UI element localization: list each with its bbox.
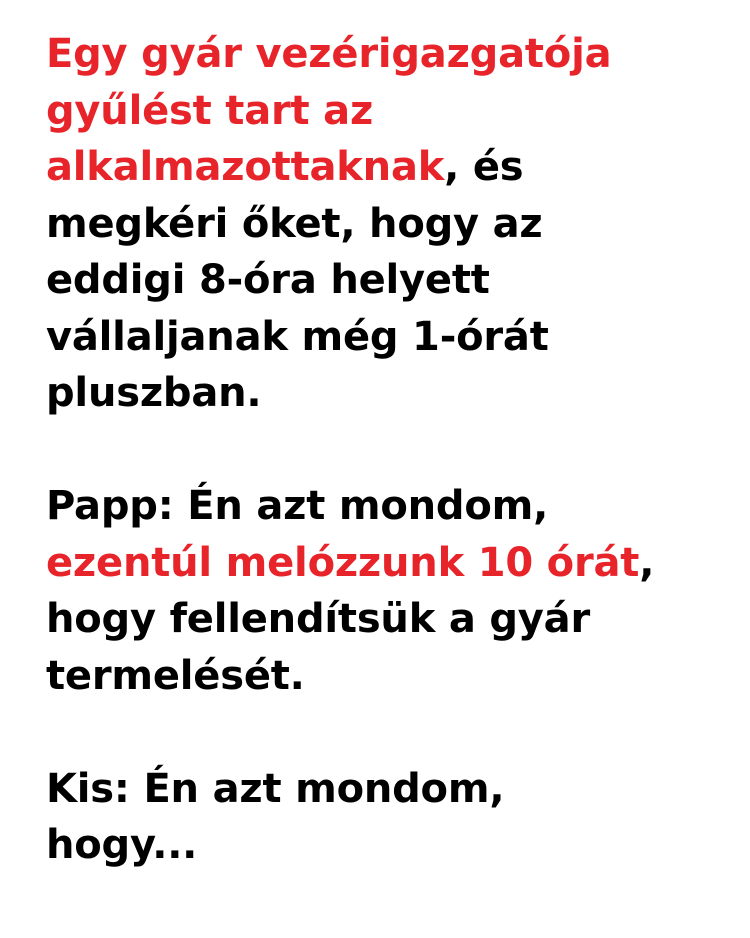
papp-line-4: termelését.: [46, 652, 305, 699]
paragraph-spacer: [46, 704, 736, 761]
kis-line-1: Kis: Én azt mondom,: [46, 765, 505, 812]
papp-line-3: hogy fellendítsük a gyár: [46, 596, 590, 642]
intro-line-3: [46, 139, 736, 196]
intro-line-1: Egy gyár vezérigazgatója: [46, 31, 612, 77]
paragraph-spacer: [46, 422, 736, 479]
papp-line-2: [46, 535, 736, 592]
intro-line-5: eddigi 8-óra helyett: [46, 257, 490, 303]
intro-line-6: vállaljanak még 1-órát: [46, 313, 549, 360]
intro-line-3-rest: , és: [444, 144, 524, 190]
papp-line-2-rest: ,: [639, 539, 655, 586]
joke-text: [46, 26, 736, 874]
kis-line-2: hogy...: [46, 822, 198, 868]
papp-line-1: Papp: Én azt mondom,: [46, 483, 549, 529]
intro-line-7: pluszban.: [46, 370, 262, 416]
intro-line-4: megkéri őket, hogy az: [46, 200, 543, 247]
intro-line-3-highlight: alkalmazottaknak: [46, 144, 445, 190]
papp-line-2-highlight: ezentúl melózzunk 10 órát: [46, 539, 640, 586]
intro-line-2: gyűlést tart az: [46, 87, 374, 134]
